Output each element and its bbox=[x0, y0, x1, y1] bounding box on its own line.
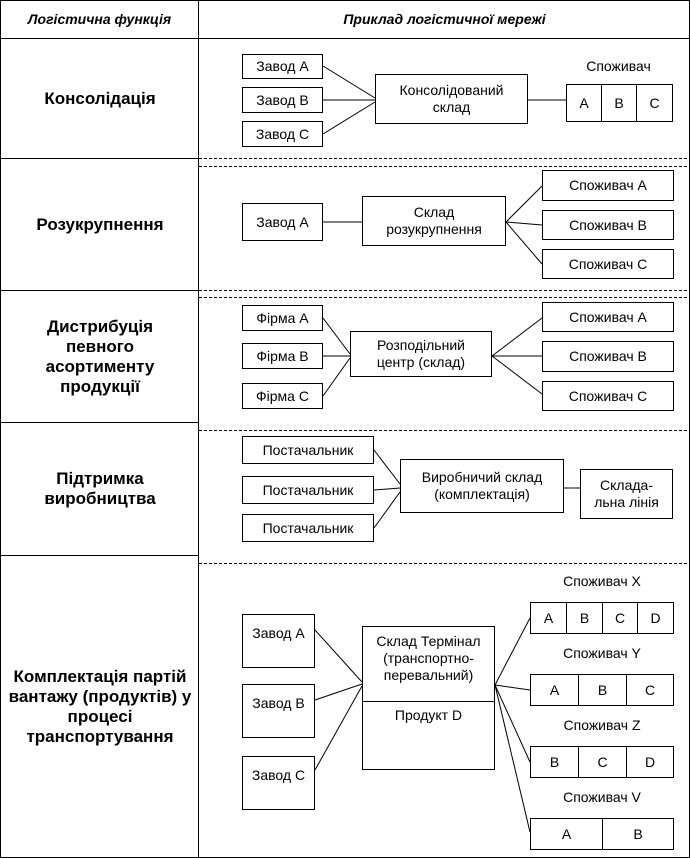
column-header-network: Приклад логістичної мережі bbox=[343, 11, 546, 27]
firm-c-box: Фірма С bbox=[242, 383, 323, 409]
plant-c-box: Завод С bbox=[242, 756, 315, 810]
column-header-function: Логістична функція bbox=[27, 11, 172, 27]
plant-b-box: Завод В bbox=[242, 87, 323, 113]
plant-a-box: Завод А bbox=[242, 54, 323, 79]
consumer-z-title: Споживач Z bbox=[563, 717, 641, 733]
consumer-c-box: Споживач С bbox=[542, 381, 674, 411]
consumer-a-box: Споживач А bbox=[542, 302, 674, 332]
consumer-x-part-b: В bbox=[566, 602, 603, 634]
consumer-z-part-b: В bbox=[530, 746, 579, 778]
plant-a-box: Завод А bbox=[242, 203, 323, 241]
consumer-v-part-b: В bbox=[602, 818, 674, 850]
supplier-box-3: Постачальник bbox=[242, 514, 374, 542]
consumer-title: Споживач bbox=[586, 58, 651, 74]
plant-a-box: Завод А bbox=[242, 614, 315, 668]
firm-a-box: Фірма А bbox=[242, 305, 323, 331]
consumer-part-c: С bbox=[636, 84, 673, 122]
assembly-line-box: Склада-льна лінія bbox=[580, 469, 673, 519]
supplier-box-2: Постачальник bbox=[242, 476, 374, 504]
consumer-y-part-b: В bbox=[578, 674, 627, 706]
consumer-v-part-a: А bbox=[530, 818, 603, 850]
terminal-warehouse-box bbox=[362, 626, 495, 770]
consumer-y-part-c: С bbox=[626, 674, 674, 706]
consumer-b-box: Споживач В bbox=[542, 341, 674, 372]
row-label-transport-consolidation: Комплектація партій вантажу (продуктів) у процесі транспортування bbox=[8, 667, 192, 746]
consumer-x-part-c: С bbox=[602, 602, 638, 634]
consumer-part-b: В bbox=[601, 84, 637, 122]
consolidated-warehouse-box: Консолідований склад bbox=[375, 74, 528, 124]
row-label-consolidation: Консолідація bbox=[44, 88, 156, 108]
consumer-z-part-d: D bbox=[626, 746, 674, 778]
consumer-z-part-c: С bbox=[578, 746, 627, 778]
row-label-breakbulk: Розукрупнення bbox=[36, 214, 164, 234]
consumer-part-a: А bbox=[566, 84, 602, 122]
distribution-center-box: Розподільний центр (склад) bbox=[350, 331, 492, 377]
consumer-a-box: Споживач А bbox=[542, 170, 674, 201]
breakbulk-warehouse-box: Склад розукрупнення bbox=[362, 196, 506, 246]
row-label-distribution: Дистрибуція певного асортименту продукції bbox=[45, 316, 155, 396]
consumer-x-title: Споживач X bbox=[563, 573, 641, 589]
plant-b-box: Завод В bbox=[242, 684, 315, 738]
firm-b-box: Фірма В bbox=[242, 343, 323, 369]
consumer-x-part-a: А bbox=[530, 602, 567, 634]
production-warehouse-box: Виробничий склад (комплектація) bbox=[400, 459, 564, 513]
consumer-y-title: Споживач Y bbox=[563, 645, 641, 661]
consumer-b-box: Споживач В bbox=[542, 210, 674, 240]
consumer-x-part-d: D bbox=[637, 602, 674, 634]
consumer-v-title: Споживач V bbox=[563, 789, 641, 805]
consumer-y-part-a: А bbox=[530, 674, 579, 706]
row-label-production-support: Підтримка виробництва bbox=[44, 469, 156, 508]
plant-c-box: Завод С bbox=[242, 121, 323, 147]
terminal-divider bbox=[363, 701, 494, 702]
consumer-c-box: Споживач С bbox=[542, 249, 674, 279]
terminal-label: Склад Термінал (транспортно-перевальний) bbox=[376, 633, 481, 683]
supplier-box-1: Постачальник bbox=[242, 436, 374, 464]
product-d-label: Продукт D bbox=[394, 707, 463, 723]
